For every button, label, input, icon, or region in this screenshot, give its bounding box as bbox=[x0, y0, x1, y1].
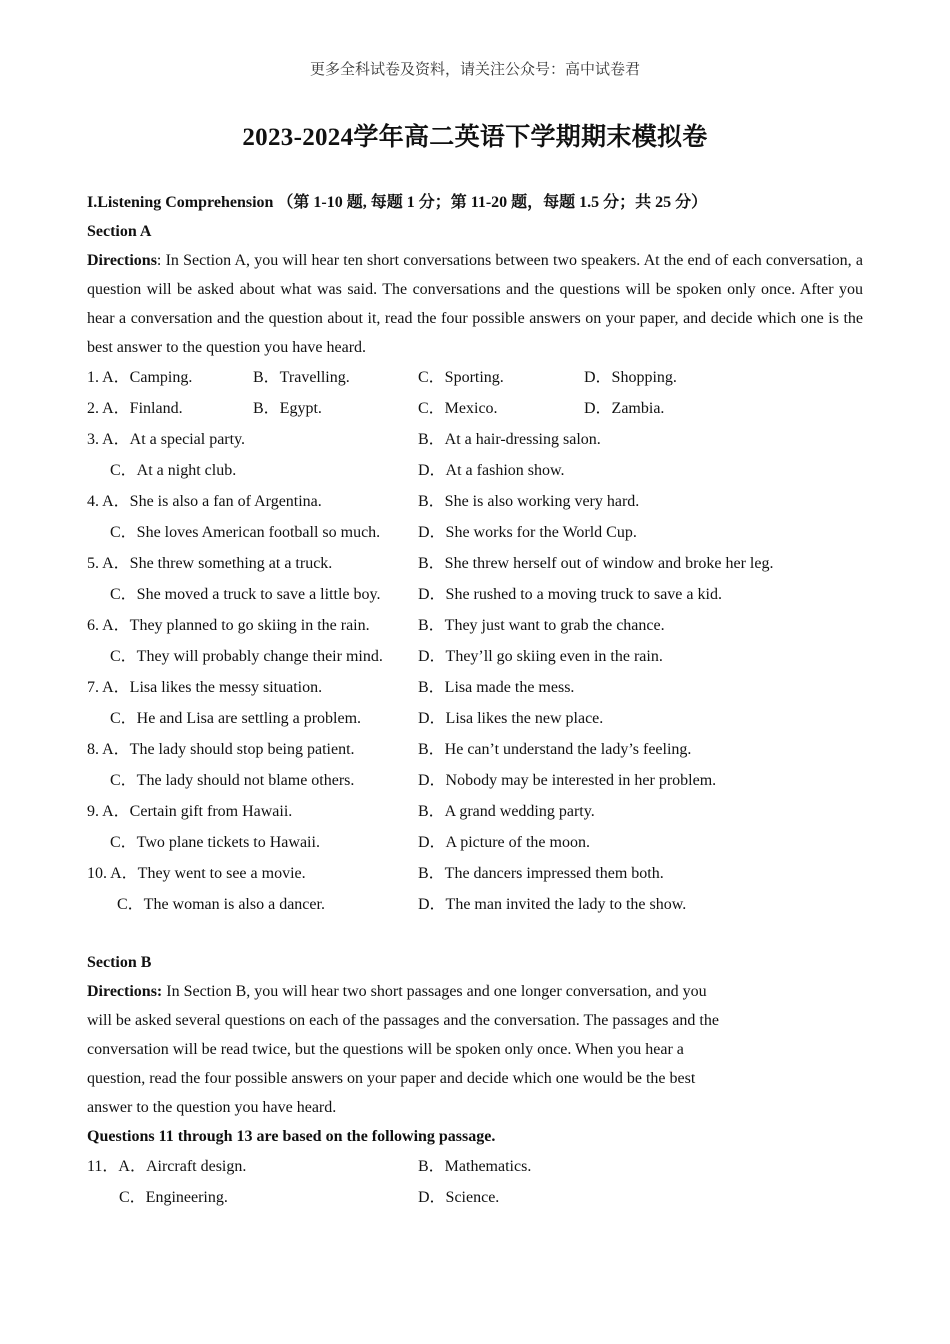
question-9-row-2 bbox=[87, 827, 863, 858]
q7-option-a: 7. A．Lisa likes the messy situation. bbox=[87, 679, 323, 696]
q5-option-b: B．She threw herself out of window and broke her leg. bbox=[418, 555, 774, 572]
question-4-row-2 bbox=[87, 517, 863, 548]
question-8-row-2 bbox=[87, 765, 863, 796]
q10-option-d: D．The man invited the lady to the show. bbox=[418, 896, 687, 913]
question-6-row-2 bbox=[87, 641, 863, 672]
question-6-row-1 bbox=[87, 610, 863, 641]
q7-option-c: C．He and Lisa are settling a problem. bbox=[110, 710, 362, 727]
section-b-directions-line-2: will be asked several questions on each of the passages and the conversation. The passages and the bbox=[87, 1012, 719, 1029]
document-body bbox=[87, 188, 863, 1213]
q4-option-c: C．She loves American football so much. bbox=[110, 524, 381, 541]
q5-option-a: 5. A．She threw something at a truck. bbox=[87, 555, 333, 572]
q6-option-a: 6. A．They planned to go skiing in the rain. bbox=[87, 617, 370, 634]
question-11-row-2 bbox=[87, 1182, 863, 1213]
section-b-directions-line-3: conversation will be read twice, but the questions will be spoken only once. When you hear a bbox=[87, 1041, 684, 1058]
question-7-row-2 bbox=[87, 703, 863, 734]
section-spacer bbox=[87, 920, 863, 948]
section-b-directions-label: Directions: bbox=[87, 983, 163, 1000]
section-a-heading: Section A bbox=[87, 223, 152, 240]
directions-text: : In Section A, you will hear ten short conversations between two speakers. At the end of each conversation, a question will be asked about what was said. The conversations and the questions will be spoken only once. After you hear a conversation and the question about it, read the four possible answers on your paper, and decide which one is the best answer to the question you have heard. bbox=[87, 252, 863, 356]
q3-option-a: 3. A．At a special party. bbox=[87, 431, 246, 448]
section-b-directions bbox=[87, 977, 757, 1122]
section-b-heading: Section B bbox=[87, 954, 152, 971]
question-7-row-1 bbox=[87, 672, 863, 703]
page-title: 2023-2024学年高二英语下学期期末模拟卷 bbox=[242, 124, 708, 151]
q9-option-d: D．A picture of the moon. bbox=[418, 834, 590, 851]
q7-option-b: B．Lisa made the mess. bbox=[418, 679, 575, 696]
q6-option-b: B．They just want to grab the chance. bbox=[418, 617, 665, 634]
q8-option-a: 8. A．The lady should stop being patient. bbox=[87, 741, 355, 758]
q2-option-c: C．Mexico. bbox=[418, 400, 498, 417]
question-5-row-1 bbox=[87, 548, 863, 579]
q2-option-d: D．Zambia. bbox=[584, 400, 665, 417]
q3-option-c: C．At a night club. bbox=[110, 462, 237, 479]
section-b-directions-line-1: In Section B, you will hear two short passages and one longer conversation, and you bbox=[162, 983, 707, 1000]
question-5-row-2 bbox=[87, 579, 863, 610]
q10-option-a: 10. A．They went to see a movie. bbox=[87, 865, 306, 882]
q11-option-c: C．Engineering. bbox=[119, 1189, 228, 1206]
q9-option-a: 9. A．Certain gift from Hawaii. bbox=[87, 803, 293, 820]
q11-option-a: 11．A．Aircraft design. bbox=[87, 1158, 247, 1175]
q7-option-d: D．Lisa likes the new place. bbox=[418, 710, 604, 727]
header-note: 更多全科试卷及资料，请关注公众号：高中试卷君 bbox=[309, 62, 640, 78]
q8-option-d: D．Nobody may be interested in her problem. bbox=[418, 772, 717, 789]
question-10-row-2 bbox=[87, 889, 863, 920]
q5-option-c: C．She moved a truck to save a little boy. bbox=[110, 586, 381, 603]
passage-note: Questions 11 through 13 are based on the following passage. bbox=[87, 1128, 496, 1145]
part1-heading: I.Listening Comprehension （第 1-10 题, 每题 1 分；第 11-20 题，每题 1.5 分；共 25 分） bbox=[87, 194, 708, 211]
q1-option-d: D．Shopping. bbox=[584, 369, 677, 386]
q10-option-b: B．The dancers impressed them both. bbox=[418, 865, 664, 882]
q4-option-b: B．She is also working very hard. bbox=[418, 493, 640, 510]
section-a-directions bbox=[87, 246, 863, 362]
q8-option-b: B．He can’t understand the lady’s feeling. bbox=[418, 741, 692, 758]
q9-option-b: B．A grand wedding party. bbox=[418, 803, 595, 820]
question-3-row-1 bbox=[87, 424, 863, 455]
question-3-row-2 bbox=[87, 455, 863, 486]
q5-option-d: D．She rushed to a moving truck to save a kid. bbox=[418, 586, 722, 603]
question-11-row-1 bbox=[87, 1151, 863, 1182]
question-1 bbox=[87, 362, 863, 393]
q6-option-c: C．They will probably change their mind. bbox=[110, 648, 383, 665]
q1-option-a: 1. A．Camping. bbox=[87, 369, 193, 386]
question-2 bbox=[87, 393, 863, 424]
q6-option-d: D．They’ll go skiing even in the rain. bbox=[418, 648, 663, 665]
question-4-row-1 bbox=[87, 486, 863, 517]
question-9-row-1 bbox=[87, 796, 863, 827]
q2-option-b: B．Egypt. bbox=[253, 400, 322, 417]
question-10-row-1 bbox=[87, 858, 863, 889]
q10-option-c: C．The woman is also a dancer. bbox=[117, 896, 325, 913]
q1-option-b: B．Travelling. bbox=[253, 369, 350, 386]
directions-label: Directions bbox=[87, 252, 157, 269]
q3-option-d: D．At a fashion show. bbox=[418, 462, 565, 479]
q1-option-c: C．Sporting. bbox=[418, 369, 504, 386]
q11-option-d: D．Science. bbox=[418, 1189, 500, 1206]
section-b-directions-line-5: answer to the question you have heard. bbox=[87, 1099, 337, 1116]
q4-option-d: D．She works for the World Cup. bbox=[418, 524, 637, 541]
q9-option-c: C．Two plane tickets to Hawaii. bbox=[110, 834, 320, 851]
question-8-row-1 bbox=[87, 734, 863, 765]
section-b-directions-line-4: question, read the four possible answers on your paper and decide which one would be the best bbox=[87, 1070, 696, 1087]
q8-option-c: C．The lady should not blame others. bbox=[110, 772, 355, 789]
q4-option-a: 4. A．She is also a fan of Argentina. bbox=[87, 493, 322, 510]
q3-option-b: B．At a hair-dressing salon. bbox=[418, 431, 601, 448]
q2-option-a: 2. A．Finland. bbox=[87, 400, 183, 417]
q11-option-b: B．Mathematics. bbox=[418, 1158, 532, 1175]
